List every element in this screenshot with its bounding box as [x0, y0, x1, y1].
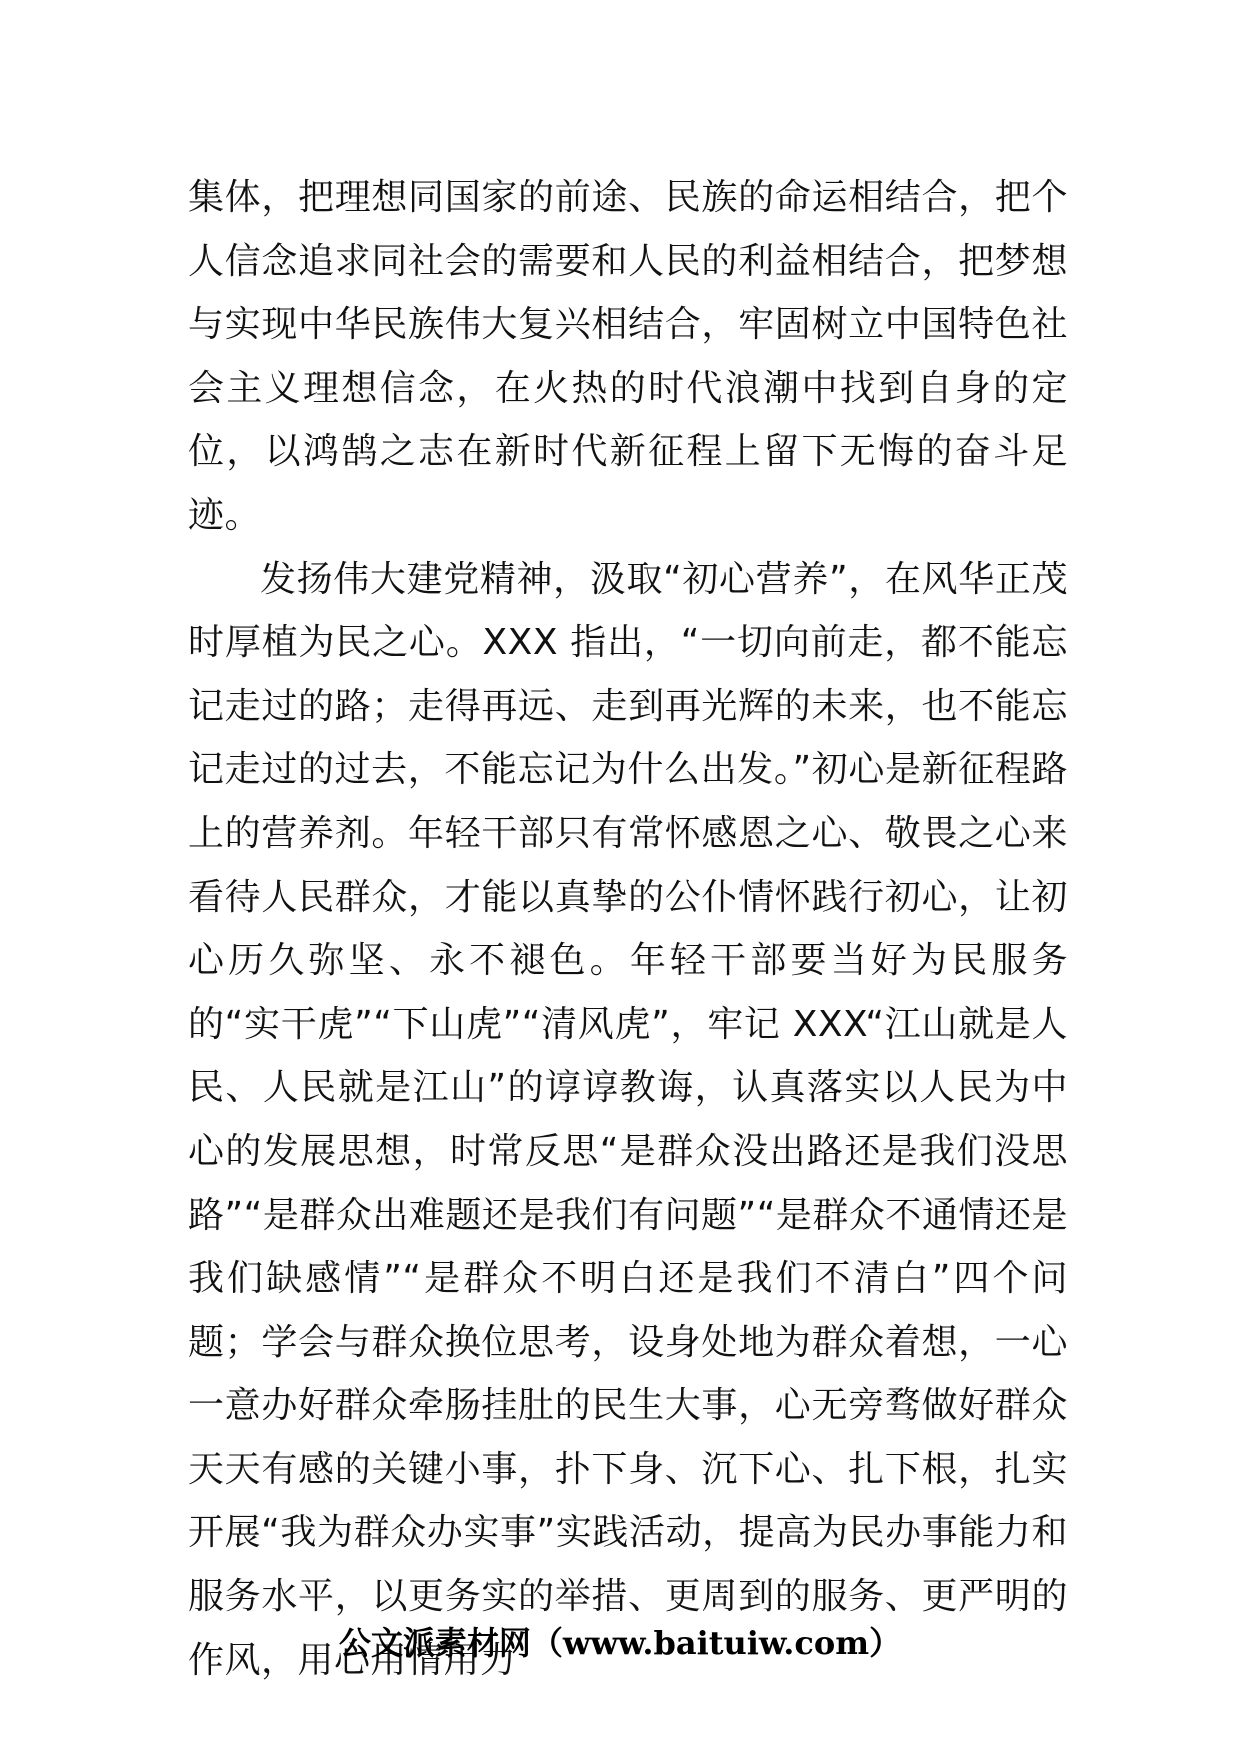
footer-watermark: 公文派素材网（www.baituiw.com）	[338, 1624, 902, 1662]
paragraph-1: 集体，把理想同国家的前途、民族的命运相结合，把个人信念追求同社会的需要和人民的利益相结合，把梦想与实现中华民族伟大复兴相结合，牢固树立中国特色社会主义理想信念，在火热的时代浪潮中找到自身的定位，以鸿鹄之志在新时代新征程上留下无悔的奋斗足迹。	[188, 177, 1068, 536]
document-body	[188, 166, 1068, 1692]
paragraph-2: 发扬伟大建党精神，汲取“初心营养”，在风华正茂时厚植为民之心。XXX 指出，“一切向前走，都不能忘记走过的路；走得再远、走到再光辉的未来，也不能忘记走过的过去，不能忘记为什么出发。”初心是新征程路上的营养剂。年轻干部只有常怀感恩之心、敬畏之心来看待人民群众，才能以真挚的公仆情怀践行初心，让初心历久弥坚、永不褪色。年轻干部要当好为民服务的“实干虎”“下山虎”“清风虎”，牢记 XXX“江山就是人民、人民就是江山”的谆谆教诲，认真落实以人民为中心的发展思想，时常反思“是群众没出路还是我们没思路”“是群众出难题还是我们有问题”“是群众不通情还是我们缺感情”“是群众不明白还是我们不清白”四个问题；学会与群众换位思考，设身处地为群众着想，一心一意办好群众牵肠挂肚的民生大事，心无旁骛做好群众天天有感的关键小事，扑下身、沉下心、扎下根，扎实开展“我为群众办实事”实践活动，提高为民办事能力和服务水平，以更务实的举措、更周到的服务、更严明的作风，用心用情用力	[188, 558, 1068, 1681]
